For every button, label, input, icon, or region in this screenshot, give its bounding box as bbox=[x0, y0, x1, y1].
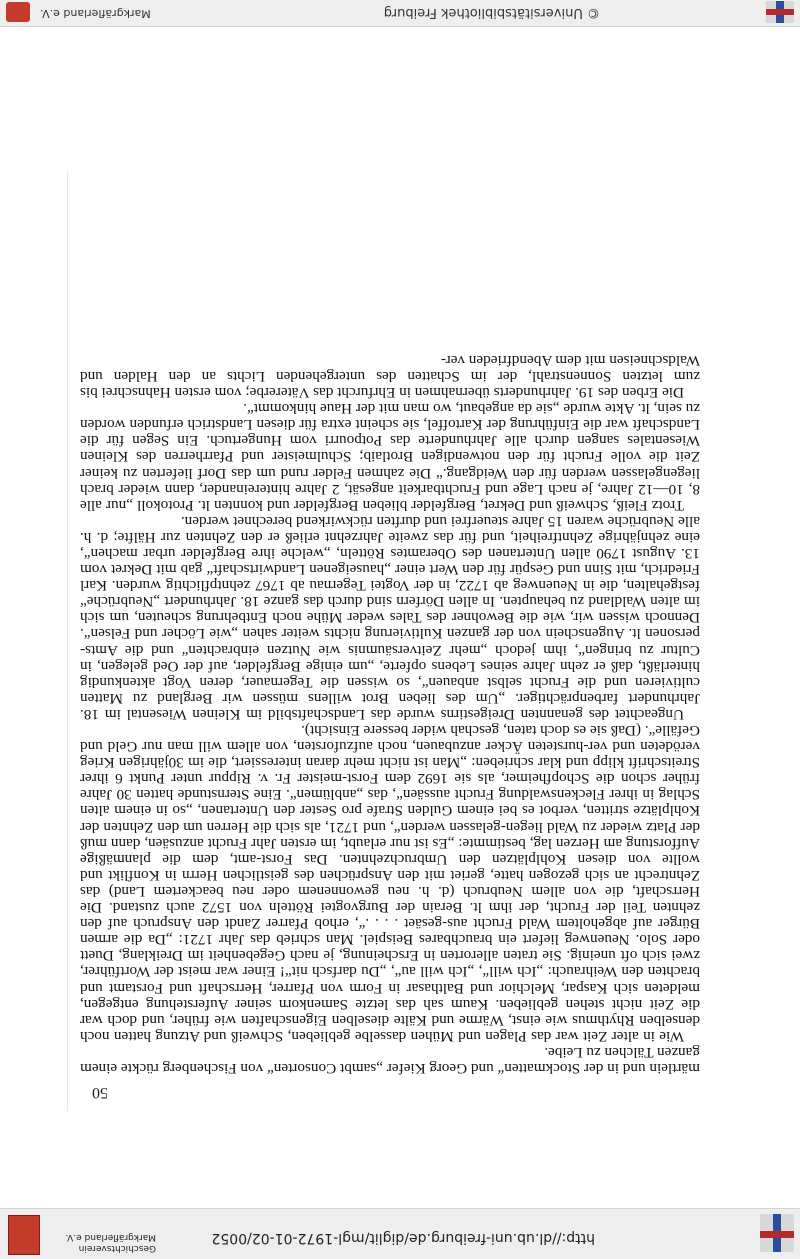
paragraph: märtlein und in der Stockmatten“ und Georg Kiefer „sambt Consorten“ von Fischenberg rückte einem ganzen Tälchen zu Leibe. bbox=[80, 1043, 700, 1077]
paragraph: Ungeachtet des genannten Dreigestirns wurde das Landschaftsbild im Kleinen Wiesental im 18. Jahrhundert farbenprächtiger. „Um des lieben Brot willens müssen wir Bergland zu Matten cultivieren und die Frucht selbst anbauen“, so wissen die Tegernauer, deren Vogt aktenkundig hinterläßt, daß er zehn Jahre seines Lebens opferte, „um einige Bergfelder, auf der Oed gelegen, in Cultur zu bringen“, ihm jedoch „mehr Zeitversäumnis wie Nutzen einbrachten“ und die Amts-personen lt. Augenschein von der ganzen Kultivierung nichts weiter sahen „wie Löcher und Felsen“. Dennoch wissen wir, wie die Bewohner des Tales weder Mühe noch Entbehrung scheuten, um sich im alten Waldland zu behaupten. In allen Dörfern sind durch das ganze 18. Jahrhundert „Neubrüche“ festgehalten, die in Neuenweg ab 1722, in der Vogtei Tegernau ab 1767 zehntpflichtig wurden. Karl Friedrich, mit Sinn und Gespür für den Wert einer „hauseigenen Landwirtschaft“ gab mit Dekret vom 13. August 1790 allen Untertanen des Oberamtes Rötteln, „welche ihre Bergfelder urbar machen“, eine zehnjährige Zehntfreiheit, und für das zweite Jahrzehnt erließ er den Zehnten zur Hälfte; d. h. alle Neubrüche waren 15 Jahre steuerfrei und durften rückwirkend berechnet werden. bbox=[80, 512, 700, 723]
paragraph: Die Erben des 19. Jahrhunderts übernahmen in Ehrfurcht das Vätererbe; vom ersten Hahnschrei bis zum letzten Sonnenstrahl, der im Schatten des untergehenden Lichts an den Halden und Waldschneisen mit dem Abendfrieden ver- bbox=[80, 351, 700, 402]
page-text bbox=[80, 352, 700, 1076]
document-url[interactable]: http://dl.ub.uni-freiburg.de/diglit/mgl-1972-01-02/0052 bbox=[211, 1230, 595, 1246]
university-logo-icon bbox=[766, 1, 794, 23]
society-name-footer: Markgräflerland e.V. bbox=[40, 7, 151, 20]
viewer-header-bar bbox=[0, 1208, 800, 1259]
coat-of-arms-icon bbox=[8, 1215, 40, 1255]
university-logo-icon[interactable] bbox=[760, 1214, 794, 1252]
page-number: 50 bbox=[92, 1084, 108, 1101]
paragraph: Wie in alter Zeit war das Plagen und Mühen dasselbe geblieben, Schweiß und Atzung hatten noch denselben Rhythmus wie einst, Wärme und Kälte dieselben Eigenschaften wie früher, und doch war die Zeit nicht stehen geblieben. Kaum sah das letzte Samenkorn seiner Auferstehung entgegen, meldeten sich Kaspar, Melchior und Balthasar in Form von Pfarrer, Herrschaft und Forstamt und brachten den Weihrauch: „Ich will“, „Ich will au“, „Du darfsch nit“! Einer war meist der Wortführer, zwei sich oft uneinig. Sie traten allerorten in Erscheinung, je nach Gegebenheit im Dreiklang, Duett oder Solo. Neuenweg liefert ein brauchbares Beispiel. Man schrieb das Jahr 1721: „Da die armen Bürger auf abgeholtem Wald Frucht aus-gesäet . . . .“, erhob Pfarrer Zandt den Anspruch auf den zehnten Teil der Frucht, der ihm lt. Berain der Burgvogtei Rötteln von 1572 auch zustand. Die Herrschaft, die von allem Neubruch (d. h. neu gewonnenem oder neu beackertem Land) das Zehntrecht an sich gezogen hatte, geriet mit den Ansprüchen des geistlichen Herrn in Konflikt und wollte von diesen Kohlplätzen den Umbruchzehnten. Das Forst-amt, dem die planmäßige Aufforstung am Herzen lag, bestimmte: „Es ist nur erlaubt, im ersten Jahr Frucht anzusäen, dann muß der Platz wieder zu Wald liegen-gelassen werden“, und 1721, als sich die Herren um den Zehnten der Kohlplätze stritten, verbot es bei einem Gulden Strafe pro Sester den Untertanen, „so in einem alten Schlag in ihrer Fleckenswaldung Frucht aussäen“, das „anblümen“. Eine Sternstunde hatten 30 Jahre früher schon die Schopfheimer, als sie 1692 dem Forst-meister Fr. v. Rippur unter Punkt 6 ihrer Streitschrift klipp und klar schrieben: „Man ist nicht mehr daran interessiert, die im 30jährigen Krieg verödeten und ver-hursteten Äcker anzubauen, noch aufzuforsten, von allem will man nur Geld und Gefälle“. (Daß sie es doch taten, geschah wider bessere Einsicht). bbox=[80, 722, 700, 1045]
copyright-notice: © Universitätsbibliothek Freiburg bbox=[383, 5, 600, 20]
viewer-footer-bar bbox=[0, 0, 800, 27]
society-name: Geschichtsverein Markgräflerland e.V. bbox=[65, 1232, 156, 1253]
paragraph: Trotz Fleiß, Schweiß und Dekret, Bergfelder blieben Bergfelder und konnten lt. Protokoll „nur alle 8, 10—12 Jahre, je nach Lage und Fruchtbarkeit angesät, 2 Jahre hintereinander, dann wieder brach liegengelassen werden für den Weidgang.“ Die zahmen Felder rund um das Dorf lieferten zu keiner Zeit die volle Frucht für den notwendigen Brotlaib; Schulmeister und Pfarrherren des Kleinen Wiesentales sangen durch alle Jahrhunderte das Potpourri vom Hungertuch. Ein Segen für die Landschaft war die Einführung der Kartoffel, sie scheint extra für diesen Landstrich erfunden worden zu sein, lt. Akte wurde „sie da angebaut, wo man mit der Haue hinkommt“. bbox=[80, 400, 700, 514]
coat-of-arms-icon bbox=[6, 2, 30, 22]
scan-edge bbox=[67, 171, 68, 1111]
